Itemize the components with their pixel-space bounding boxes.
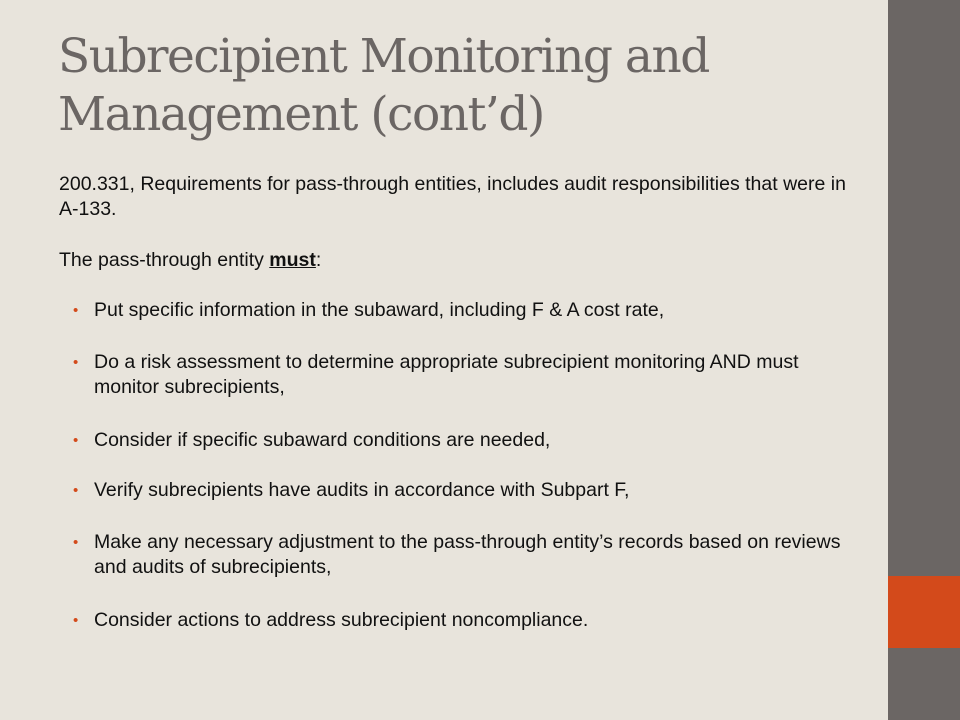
bullet-dot-icon: • <box>73 534 79 551</box>
bullet-dot-icon: • <box>73 302 79 319</box>
slide-title: Subrecipient Monitoring and Management (cont’d) <box>58 29 709 142</box>
bullet-dot-icon: • <box>73 432 79 449</box>
bullet-item <box>73 608 853 633</box>
bullet-item <box>73 478 853 503</box>
bullet-text: Verify subrecipients have audits in accordance with Subpart F, <box>94 479 630 501</box>
intro-paragraph: 200.331, Requirements for pass-through entities, includes audit responsibilities that were in A-133. <box>59 173 846 220</box>
bullet-dot-icon: • <box>73 354 79 371</box>
lead-sentence <box>59 248 859 273</box>
lead-suffix: : <box>315 249 322 271</box>
bullet-item <box>73 298 853 323</box>
lead-prefix: The pass-through entity <box>59 249 270 271</box>
bullet-item <box>73 350 853 400</box>
bullet-item <box>73 530 853 580</box>
bullet-text: Consider actions to address subrecipient noncompliance. <box>94 609 589 631</box>
lead-emphasis: must <box>269 249 316 271</box>
bullet-dot-icon: • <box>73 612 79 629</box>
bullet-text: Put specific information in the subaward, including F & A cost rate, <box>94 299 665 321</box>
sidebar-accent-block <box>888 576 960 648</box>
bullet-text: Do a risk assessment to determine appropriate subrecipient monitoring AND must monitor subrecipients, <box>94 351 799 398</box>
bullet-item <box>73 428 853 453</box>
bullet-dot-icon: • <box>73 482 79 499</box>
bullet-text: Make any necessary adjustment to the pass-through entity’s records based on reviews and audits of subrecipients, <box>94 531 841 578</box>
bullet-text: Consider if specific subaward conditions are needed, <box>94 429 551 451</box>
